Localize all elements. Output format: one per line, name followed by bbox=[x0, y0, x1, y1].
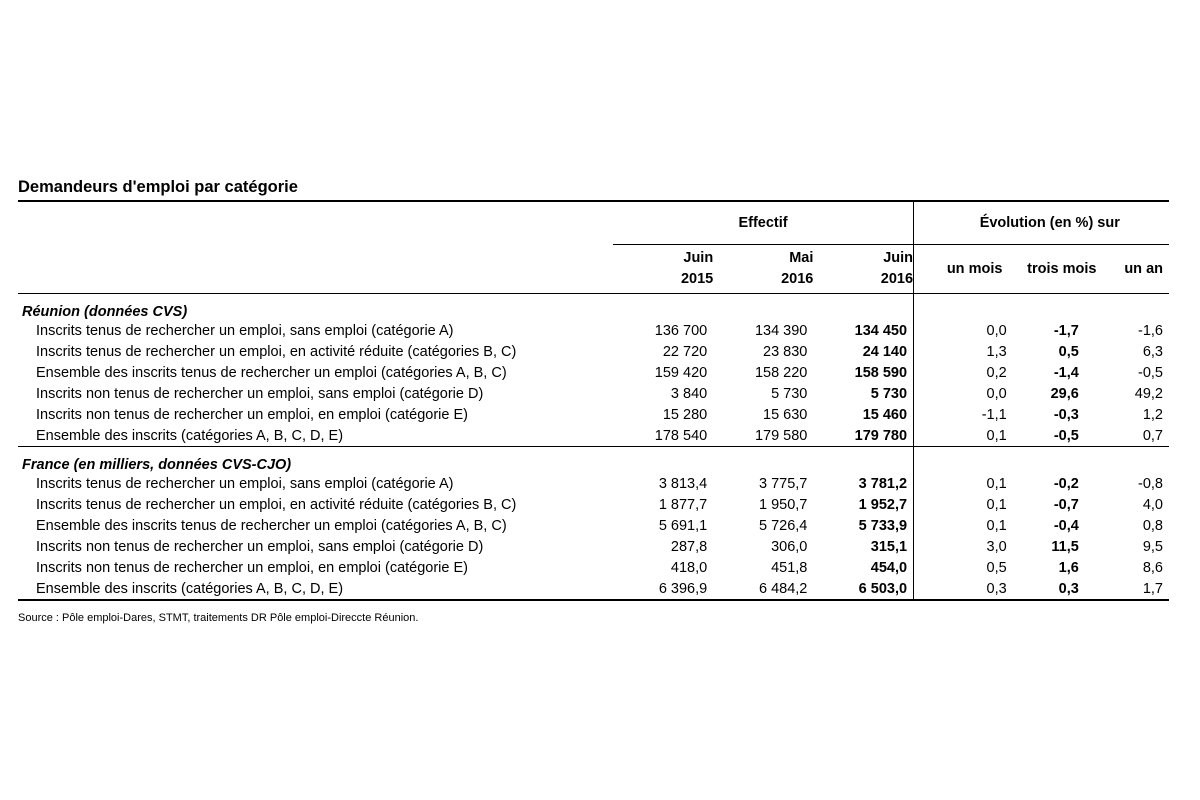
header-row-periods bbox=[18, 245, 1169, 294]
evolution-col-header: trois mois bbox=[1019, 245, 1105, 294]
evolution-cell: -0,3 bbox=[1053, 406, 1079, 423]
evolution-cell: 3,0 bbox=[986, 538, 1007, 555]
evolution-cell: -1,1 bbox=[981, 406, 1007, 423]
row-label: Inscrits non tenus de rechercher un emploi, sans emploi (catégorie D) bbox=[36, 385, 484, 402]
value-cell: 5 691,1 bbox=[658, 517, 708, 534]
value-cell: 454,0 bbox=[870, 559, 908, 576]
evolution-cell: -0,5 bbox=[1053, 427, 1079, 444]
evolution-cell: 11,5 bbox=[1051, 538, 1079, 555]
value-cell: 179 580 bbox=[754, 427, 808, 444]
value-cell: 3 813,4 bbox=[658, 475, 708, 492]
source-note: Source : Pôle emploi-Dares, STMT, traitements DR Pôle emploi-Direccte Réunion. bbox=[18, 612, 419, 624]
row-label: Inscrits non tenus de rechercher un emploi, sans emploi (catégorie D) bbox=[36, 538, 484, 555]
evolution-cell: 0,3 bbox=[1019, 578, 1105, 600]
effectif-header: Effectif bbox=[613, 201, 914, 245]
value-cell: 5 730 bbox=[771, 385, 808, 402]
value-cell: 15 280 bbox=[662, 406, 708, 423]
table-row bbox=[18, 578, 1169, 600]
evolution-cell: -0,5 bbox=[1138, 364, 1163, 381]
section-title: Réunion (données CVS) bbox=[18, 294, 914, 321]
table-row bbox=[18, 425, 1169, 447]
job-seekers-table bbox=[18, 200, 1169, 601]
row-label: Ensemble des inscrits tenus de rechercher un emploi (catégories A, B, C) bbox=[36, 517, 507, 534]
evolution-cell: -0,8 bbox=[1138, 475, 1163, 492]
evolution-cell: 8,6 bbox=[1142, 559, 1163, 576]
value-cell: 1 950,7 bbox=[758, 496, 808, 513]
evolution-cell: 0,1 bbox=[986, 496, 1007, 513]
table-row bbox=[18, 494, 1169, 515]
evolution-cell: 29,6 bbox=[1050, 385, 1079, 402]
evolution-cell: 0,1 bbox=[986, 427, 1007, 444]
value-cell: 3 840 bbox=[670, 385, 708, 402]
value-cell: 3 775,7 bbox=[758, 475, 808, 492]
value-cell: 22 720 bbox=[662, 343, 708, 360]
value-cell: 6 396,9 bbox=[613, 578, 713, 600]
period-header: Juin 2016 bbox=[813, 245, 913, 294]
table-row bbox=[18, 362, 1169, 383]
evolution-cell: 0,8 bbox=[1142, 517, 1163, 534]
evolution-header: Évolution (en %) sur bbox=[931, 201, 1169, 245]
table-row bbox=[18, 515, 1169, 536]
evolution-cell: -0,7 bbox=[1053, 496, 1079, 513]
section-title: France (en milliers, données CVS-CJO) bbox=[18, 447, 914, 474]
evolution-col-header: un mois bbox=[931, 245, 1019, 294]
value-cell: 306,0 bbox=[771, 538, 808, 555]
value-cell: 6 503,0 bbox=[813, 578, 913, 600]
evolution-cell: -1,6 bbox=[1138, 322, 1163, 339]
value-cell: 5 733,9 bbox=[858, 517, 908, 534]
section-header-row bbox=[18, 447, 1169, 474]
period-header: Juin 2015 bbox=[613, 245, 713, 294]
evolution-col-header: un an bbox=[1105, 245, 1169, 294]
value-cell: 179 780 bbox=[854, 427, 908, 444]
evolution-cell: 1,7 bbox=[1105, 578, 1169, 600]
value-cell: 136 700 bbox=[654, 322, 708, 339]
value-cell: 1 877,7 bbox=[658, 496, 708, 513]
value-cell: 418,0 bbox=[670, 559, 708, 576]
value-cell: 15 630 bbox=[763, 406, 808, 423]
evolution-cell: -1,4 bbox=[1053, 364, 1079, 381]
table-row bbox=[18, 341, 1169, 362]
row-label: Inscrits non tenus de rechercher un emploi, en emploi (catégorie E) bbox=[36, 559, 468, 576]
table-row bbox=[18, 383, 1169, 404]
evolution-cell: -0,2 bbox=[1053, 475, 1079, 492]
evolution-cell: 1,6 bbox=[1058, 559, 1079, 576]
evolution-cell: -1,7 bbox=[1053, 322, 1079, 339]
value-cell: 24 140 bbox=[862, 343, 908, 360]
value-cell: 287,8 bbox=[670, 538, 708, 555]
value-cell: 178 540 bbox=[654, 427, 708, 444]
evolution-cell: 49,2 bbox=[1134, 385, 1163, 402]
evolution-cell: 0,5 bbox=[1058, 343, 1079, 360]
value-cell: 134 390 bbox=[754, 322, 808, 339]
evolution-cell: 9,5 bbox=[1142, 538, 1163, 555]
row-label: Ensemble des inscrits (catégories A, B, C, D, E) bbox=[18, 578, 613, 600]
evolution-cell: 0,1 bbox=[986, 517, 1007, 534]
value-cell: 6 484,2 bbox=[713, 578, 813, 600]
row-label: Ensemble des inscrits tenus de rechercher un emploi (catégories A, B, C) bbox=[36, 364, 507, 381]
row-label: Inscrits tenus de rechercher un emploi, sans emploi (catégorie A) bbox=[36, 475, 454, 492]
value-cell: 23 830 bbox=[763, 343, 808, 360]
row-label: Ensemble des inscrits (catégories A, B, C, D, E) bbox=[36, 427, 344, 444]
value-cell: 5 730 bbox=[870, 385, 908, 402]
value-cell: 158 220 bbox=[754, 364, 808, 381]
table-row bbox=[18, 557, 1169, 578]
evolution-cell: 0,1 bbox=[986, 475, 1007, 492]
evolution-cell: 0,0 bbox=[986, 322, 1007, 339]
header-row-groups bbox=[18, 201, 1169, 245]
evolution-cell: -0,4 bbox=[1053, 517, 1079, 534]
evolution-cell: 6,3 bbox=[1142, 343, 1163, 360]
section-header-row bbox=[18, 294, 1169, 321]
row-label: Inscrits tenus de rechercher un emploi, en activité réduite (catégories B, C) bbox=[36, 343, 517, 360]
table-row bbox=[18, 536, 1169, 557]
value-cell: 451,8 bbox=[771, 559, 808, 576]
table-row bbox=[18, 473, 1169, 494]
value-cell: 1 952,7 bbox=[858, 496, 908, 513]
value-cell: 158 590 bbox=[854, 364, 908, 381]
evolution-cell: 4,0 bbox=[1142, 496, 1163, 513]
value-cell: 134 450 bbox=[854, 322, 908, 339]
value-cell: 15 460 bbox=[862, 406, 908, 423]
evolution-cell: 0,7 bbox=[1142, 427, 1163, 444]
evolution-cell: 1,2 bbox=[1142, 406, 1163, 423]
row-label: Inscrits non tenus de rechercher un emploi, en emploi (catégorie E) bbox=[36, 406, 468, 423]
value-cell: 159 420 bbox=[654, 364, 708, 381]
value-cell: 3 781,2 bbox=[858, 475, 908, 492]
evolution-cell: 0,2 bbox=[986, 364, 1007, 381]
evolution-cell: 1,3 bbox=[986, 343, 1007, 360]
value-cell: 5 726,4 bbox=[758, 517, 808, 534]
row-label: Inscrits tenus de rechercher un emploi, en activité réduite (catégories B, C) bbox=[36, 496, 517, 513]
period-header: Mai 2016 bbox=[713, 245, 813, 294]
table-title: Demandeurs d'emploi par catégorie bbox=[18, 178, 298, 196]
table-row bbox=[18, 404, 1169, 425]
table-row bbox=[18, 320, 1169, 341]
evolution-cell: 0,3 bbox=[931, 578, 1019, 600]
evolution-cell: 0,0 bbox=[986, 385, 1007, 402]
evolution-cell: 0,5 bbox=[986, 559, 1007, 576]
value-cell: 315,1 bbox=[870, 538, 908, 555]
row-label: Inscrits tenus de rechercher un emploi, sans emploi (catégorie A) bbox=[36, 322, 454, 339]
